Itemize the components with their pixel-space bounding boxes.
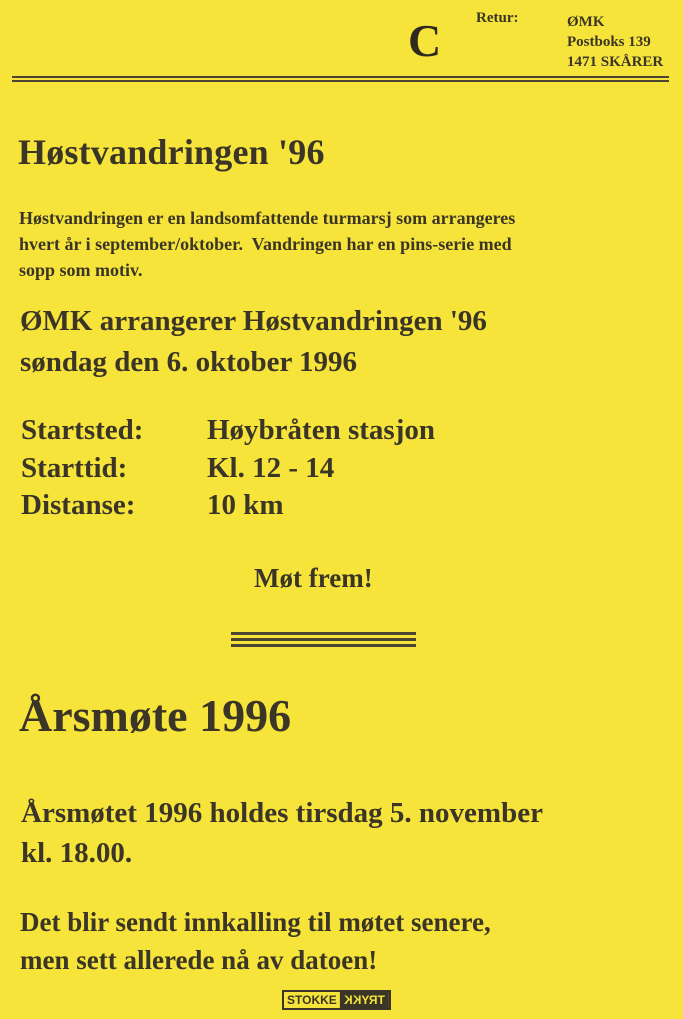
detail-value-start-time: Kl. 12 - 14 (207, 452, 335, 484)
notice-line: Det blir sendt innkalling til møtet senere, (20, 907, 491, 937)
return-address (567, 12, 663, 72)
header-rule-top (12, 76, 669, 78)
detail-label-start-time: Starttid: (21, 452, 128, 484)
printer-logo (282, 990, 391, 1010)
meeting-info-line: Årsmøtet 1996 holdes tirsdag 5. november (21, 797, 543, 829)
header-rule-bottom (12, 80, 669, 82)
return-label: Retur: (476, 10, 519, 26)
detail-value-distance: 10 km (207, 489, 284, 521)
meeting-info (21, 793, 543, 873)
notice-line: men sett allerede nå av datoen! (20, 945, 378, 975)
intro-line: hvert år i september/oktober. Vandringen har en pins-serie med (19, 234, 512, 254)
printer-logo-part: STOKKE (284, 992, 340, 1008)
intro-line: sopp som motiv. (19, 260, 143, 280)
return-address-line: 1471 SKÅRER (567, 54, 664, 70)
printer-logo-part-mirrored: TRYKK (340, 992, 389, 1008)
meeting-notice (20, 903, 491, 979)
mail-class-letter: C (408, 15, 442, 66)
section1-intro (19, 205, 649, 283)
intro-line: Høstvandringen er en landsomfattende turmarsj som arrangeres (19, 208, 516, 228)
announcement-line: ØMK arrangerer Høstvandringen '96 (20, 305, 487, 337)
detail-value-start-place: Høybråten stasjon (207, 414, 435, 446)
section1-announcement (20, 301, 487, 383)
section-divider (231, 632, 416, 647)
call-to-action: Møt frem! (254, 563, 373, 593)
return-address-line: ØMK (567, 14, 605, 30)
section1-title: Høstvandringen '96 (18, 132, 325, 172)
detail-label-start-place: Startsted: (21, 414, 144, 446)
section2-title: Årsmøte 1996 (19, 690, 292, 741)
announcement-line: søndag den 6. oktober 1996 (20, 346, 358, 378)
meeting-info-line: kl. 18.00. (21, 837, 133, 869)
return-address-line: Postboks 139 (567, 34, 651, 50)
detail-label-distance: Distanse: (21, 489, 136, 521)
